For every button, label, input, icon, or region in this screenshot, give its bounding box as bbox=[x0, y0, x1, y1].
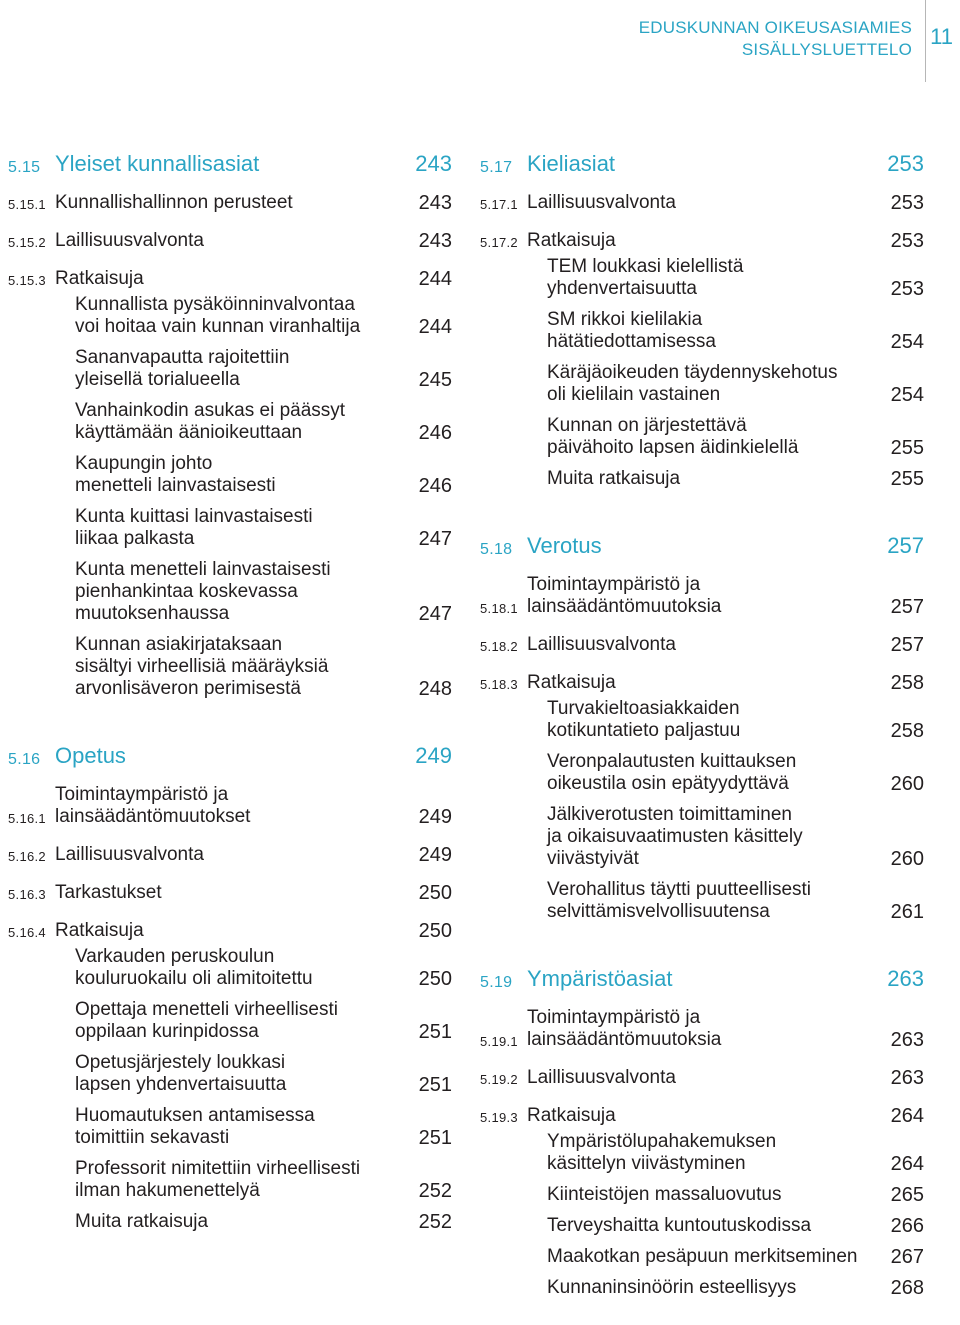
toc-page-number: 263 bbox=[887, 966, 924, 991]
toc-title bbox=[547, 1215, 860, 1237]
toc-number: 5.16.3 bbox=[8, 887, 46, 902]
toc-page-number: 258 bbox=[890, 672, 924, 694]
toc-entry bbox=[8, 1158, 452, 1202]
toc-title-line: Tarkastukset bbox=[55, 882, 162, 903]
toc-title-line: lainsäädäntömuutoksia bbox=[527, 1029, 722, 1050]
toc-title-line: ja oikaisuvaatimusten käsittely bbox=[547, 826, 803, 847]
toc-page-number: 267 bbox=[890, 1246, 924, 1268]
toc-title bbox=[75, 506, 388, 550]
toc-title bbox=[547, 804, 860, 870]
toc-number: 5.15.1 bbox=[8, 197, 46, 212]
toc-section bbox=[480, 965, 924, 993]
toc-page-number: 254 bbox=[890, 384, 924, 406]
toc-title-line: oikeustila osin epätyydyttävä bbox=[547, 773, 789, 794]
toc-title-line: Kiinteistöjen massaluovutus bbox=[547, 1184, 782, 1205]
toc-page-number: 247 bbox=[418, 528, 452, 550]
toc-title bbox=[547, 415, 860, 459]
toc-number: 5.16.1 bbox=[8, 811, 46, 826]
toc-title bbox=[75, 559, 388, 625]
toc-title bbox=[55, 920, 388, 942]
toc-title bbox=[55, 844, 388, 866]
toc-page-number: 263 bbox=[890, 1029, 924, 1051]
toc-subsection bbox=[480, 230, 924, 252]
toc-number: 5.18.1 bbox=[480, 601, 518, 616]
toc-page-number: 249 bbox=[415, 743, 452, 768]
toc-title-line: Laillisuusvalvonta bbox=[527, 192, 676, 213]
toc-page-number: 264 bbox=[890, 1105, 924, 1127]
toc-subsection bbox=[480, 672, 924, 694]
toc-title bbox=[547, 698, 860, 742]
toc-page-number: 255 bbox=[890, 468, 924, 490]
toc-title-line: Yleiset kunnallisasiat bbox=[55, 151, 260, 176]
toc-title-line: Professorit nimitettiin virheellisesti bbox=[75, 1158, 361, 1179]
toc-title-line: Vanhainkodin asukas ei päässyt bbox=[75, 400, 346, 421]
toc-title bbox=[547, 256, 860, 300]
toc-number: 5.16 bbox=[8, 751, 41, 768]
toc-title bbox=[527, 574, 860, 618]
toc-entry bbox=[480, 698, 924, 742]
toc-page-number: 253 bbox=[890, 230, 924, 252]
toc-title-line: Ympäristöasiat bbox=[527, 966, 673, 991]
toc-page-number: 246 bbox=[418, 422, 452, 444]
toc-title-line: lainsäädäntömuutokset bbox=[55, 806, 251, 827]
toc-title-line: pienhankintaa koskevassa bbox=[75, 581, 298, 602]
toc-title-line: Huomautuksen antamisessa bbox=[75, 1105, 315, 1126]
toc-number: 5.15 bbox=[8, 159, 41, 176]
toc-title-line: Ratkaisuja bbox=[527, 672, 616, 693]
toc-title-line: viivästyivät bbox=[547, 848, 639, 869]
toc-entry bbox=[480, 1131, 924, 1175]
toc-right-column bbox=[480, 150, 924, 1299]
toc-number: 5.16.2 bbox=[8, 849, 46, 864]
toc-number: 5.17.2 bbox=[480, 235, 518, 250]
toc-title-line: yleisellä torialueella bbox=[75, 369, 240, 390]
toc-subsection bbox=[480, 1067, 924, 1089]
toc-title-line: Kunnan asiakirjataksaan bbox=[75, 634, 283, 655]
toc-title-line: Ratkaisuja bbox=[55, 268, 144, 289]
toc-subsection bbox=[8, 844, 452, 866]
toc-page-number: 245 bbox=[418, 369, 452, 391]
toc-entry bbox=[8, 294, 452, 338]
toc-title-line: käyttämään äänioikeuttaan bbox=[75, 422, 303, 443]
toc-title-line: Kieliasiat bbox=[527, 151, 616, 176]
toc-entry bbox=[8, 347, 452, 391]
toc-title bbox=[55, 192, 388, 214]
toc-title bbox=[527, 192, 860, 214]
toc-title bbox=[547, 879, 860, 923]
toc-title-line: oli kielilain vastainen bbox=[547, 384, 721, 405]
toc-number: 5.17.1 bbox=[480, 197, 518, 212]
toc-page-number: 252 bbox=[418, 1211, 452, 1233]
toc-number: 5.16.4 bbox=[8, 925, 46, 940]
toc-title bbox=[55, 784, 388, 828]
toc-title-line: ilman hakumenettelyä bbox=[75, 1180, 260, 1201]
toc-title bbox=[547, 309, 860, 353]
toc-title bbox=[527, 1007, 860, 1051]
toc-entry bbox=[8, 400, 452, 444]
toc-title bbox=[547, 362, 860, 406]
toc-entry bbox=[480, 1215, 924, 1237]
toc-title-line: Toimintaympäristö ja bbox=[527, 574, 701, 595]
toc-title bbox=[527, 634, 860, 656]
toc-title bbox=[527, 965, 860, 993]
toc-entry bbox=[8, 999, 452, 1043]
toc-page-number: 253 bbox=[890, 278, 924, 300]
toc-entry bbox=[480, 1184, 924, 1206]
toc-title bbox=[75, 946, 388, 990]
toc-title bbox=[75, 347, 388, 391]
toc-title-line: Maakotkan pesäpuun merkitseminen bbox=[547, 1246, 858, 1267]
header-publication-title: EDUSKUNNAN OIKEUSASIAMIES bbox=[638, 18, 912, 37]
toc-title-line: muutoksenhaussa bbox=[75, 603, 230, 624]
toc-title-line: Kunnaninsinöörin esteellisyys bbox=[547, 1277, 797, 1298]
toc-title-line: Opetus bbox=[55, 743, 126, 768]
toc-title-line: selvittämisvelvollisuutensa bbox=[547, 901, 770, 922]
toc-title-line: Kaupungin johto bbox=[75, 453, 213, 474]
toc-page-number: 266 bbox=[890, 1215, 924, 1237]
toc-title-line: Varkauden peruskoulun bbox=[75, 946, 275, 967]
toc-page-number: 261 bbox=[890, 901, 924, 923]
toc-title bbox=[527, 230, 860, 252]
toc-title bbox=[55, 742, 388, 770]
toc-title-line: hätätiedottamisessa bbox=[547, 331, 716, 352]
toc-page-number: 251 bbox=[418, 1021, 452, 1043]
toc-title-line: Muita ratkaisuja bbox=[75, 1211, 209, 1232]
toc-title-line: kotikuntatieto paljastuu bbox=[547, 720, 741, 741]
toc-page-number: 244 bbox=[418, 268, 452, 290]
toc-subsection bbox=[480, 192, 924, 214]
toc-title-line: toimittiin sekavasti bbox=[75, 1127, 230, 1148]
toc-title bbox=[75, 400, 388, 444]
toc-title bbox=[75, 1052, 388, 1096]
toc-entry bbox=[480, 804, 924, 870]
toc-section bbox=[8, 150, 452, 178]
toc-title-line: oppilaan kurinpidossa bbox=[75, 1021, 259, 1042]
toc-page-number: 248 bbox=[418, 678, 452, 700]
toc-title-line: Muita ratkaisuja bbox=[547, 468, 681, 489]
toc-title-line: kouluruokailu oli alimitoitettu bbox=[75, 968, 313, 989]
toc-page-number: 268 bbox=[890, 1277, 924, 1299]
toc-page-number: 263 bbox=[890, 1067, 924, 1089]
toc-title bbox=[75, 294, 388, 338]
toc-title-line: Jälkiverotusten toimittaminen bbox=[547, 804, 792, 825]
toc-number: 5.19.2 bbox=[480, 1072, 518, 1087]
toc-page-number: 247 bbox=[418, 603, 452, 625]
toc-number: 5.18.2 bbox=[480, 639, 518, 654]
toc-page-number: 249 bbox=[418, 844, 452, 866]
toc-title-line: Kunnallishallinnon perusteet bbox=[55, 192, 293, 213]
toc-title-line: menetteli lainvastaisesti bbox=[75, 475, 276, 496]
header-section-title: SISÄLLYSLUETTELO bbox=[741, 40, 912, 59]
toc-title bbox=[55, 882, 388, 904]
toc-title-line: Kunnan on järjestettävä bbox=[547, 415, 747, 436]
toc-page-number: 254 bbox=[890, 331, 924, 353]
toc-title-line: Opettaja menetteli virheellisesti bbox=[75, 999, 338, 1020]
toc-entry bbox=[480, 1277, 924, 1299]
toc-entry bbox=[480, 1246, 924, 1268]
toc-page-number: 264 bbox=[890, 1153, 924, 1175]
toc-title-line: Kunta menetteli lainvastaisesti bbox=[75, 559, 331, 580]
toc-page-number: 251 bbox=[418, 1127, 452, 1149]
toc-title bbox=[75, 999, 388, 1043]
toc-title bbox=[527, 1105, 860, 1127]
toc-title-line: sisältyi virheellisiä määräyksiä bbox=[75, 656, 329, 677]
toc-title-line: Käräjäoikeuden täydennyskehotus bbox=[547, 362, 838, 383]
toc-subsection bbox=[480, 574, 924, 618]
toc-title-line: Opetusjärjestely loukkasi bbox=[75, 1052, 286, 1073]
toc-title-line: TEM loukkasi kielellistä bbox=[547, 256, 744, 277]
toc-section bbox=[480, 150, 924, 178]
toc-title bbox=[55, 268, 388, 290]
toc-entry bbox=[480, 256, 924, 300]
toc-subsection bbox=[8, 230, 452, 252]
toc-title-line: liikaa palkasta bbox=[75, 528, 195, 549]
toc-page-number: 260 bbox=[890, 773, 924, 795]
toc-title-line: Veronpalautusten kuittauksen bbox=[547, 751, 797, 772]
toc-number: 5.19.1 bbox=[480, 1034, 518, 1049]
toc-number: 5.18 bbox=[480, 541, 513, 558]
toc-page-number: 258 bbox=[890, 720, 924, 742]
toc-title-line: Verotus bbox=[527, 533, 602, 558]
toc-title bbox=[55, 150, 388, 178]
toc-title bbox=[547, 1131, 860, 1175]
toc-page-number: 250 bbox=[418, 968, 452, 990]
toc-entry bbox=[480, 415, 924, 459]
toc-subsection bbox=[480, 634, 924, 656]
toc-title-line: Ratkaisuja bbox=[55, 920, 144, 941]
toc-title bbox=[75, 1158, 388, 1202]
toc-page-number: 251 bbox=[418, 1074, 452, 1096]
toc-title-line: yhdenvertaisuutta bbox=[547, 278, 697, 299]
toc-page-number: 253 bbox=[890, 192, 924, 214]
toc-number: 5.19 bbox=[480, 974, 513, 991]
toc-title-line: Laillisuusvalvonta bbox=[55, 230, 204, 251]
toc-title-line: Turvakieltoasiakkaiden bbox=[547, 698, 740, 719]
toc-page-number: 250 bbox=[418, 920, 452, 942]
toc-page-number: 252 bbox=[418, 1180, 452, 1202]
toc-title bbox=[75, 634, 388, 700]
toc-entry bbox=[8, 946, 452, 990]
toc-entry bbox=[8, 634, 452, 700]
toc-title bbox=[527, 150, 860, 178]
toc-entry bbox=[480, 879, 924, 923]
toc-entry bbox=[8, 1052, 452, 1096]
toc-title bbox=[55, 230, 388, 252]
toc-title-line: Sananvapautta rajoitettiin bbox=[75, 347, 290, 368]
toc-number: 5.15.3 bbox=[8, 273, 46, 288]
toc-page-number: 243 bbox=[418, 230, 452, 252]
toc-page-number: 260 bbox=[890, 848, 924, 870]
toc-title bbox=[527, 672, 860, 694]
toc-entry bbox=[8, 506, 452, 550]
toc-entry bbox=[8, 1105, 452, 1149]
toc-title-line: Laillisuusvalvonta bbox=[527, 1067, 676, 1088]
toc-number: 5.18.3 bbox=[480, 677, 518, 692]
toc-title-line: Kunta kuittasi lainvastaisesti bbox=[75, 506, 313, 527]
toc-subsection bbox=[8, 784, 452, 828]
toc-page-number: 257 bbox=[890, 634, 924, 656]
toc-title-line: Terveyshaitta kuntoutuskodissa bbox=[547, 1215, 812, 1236]
toc-page-number: 257 bbox=[890, 596, 924, 618]
toc-number: 5.15.2 bbox=[8, 235, 46, 250]
toc-page-number: 255 bbox=[890, 437, 924, 459]
toc-title-line: päivähoito lapsen äidinkielellä bbox=[547, 437, 799, 458]
toc-title bbox=[75, 1211, 388, 1233]
toc-entry bbox=[480, 468, 924, 490]
toc-page-number: 246 bbox=[418, 475, 452, 497]
toc-page-number: 244 bbox=[418, 316, 452, 338]
toc-left-column bbox=[8, 150, 452, 1233]
header-divider bbox=[925, 0, 926, 82]
toc-title bbox=[527, 1067, 860, 1089]
toc-subsection bbox=[480, 1105, 924, 1127]
toc-page-number: 250 bbox=[418, 882, 452, 904]
toc-title bbox=[547, 1277, 860, 1299]
running-header bbox=[639, 17, 912, 61]
toc-subsection bbox=[480, 1007, 924, 1051]
toc-title-line: Ympäristölupahakemuksen bbox=[547, 1131, 777, 1152]
toc-page-number: 253 bbox=[887, 151, 924, 176]
toc-title-line: Kunnallista pysäköinninvalvontaa bbox=[75, 294, 355, 315]
toc-title-line: SM rikkoi kielilakia bbox=[547, 309, 703, 330]
toc-title-line: lainsäädäntömuutoksia bbox=[527, 596, 722, 617]
toc-entry bbox=[480, 751, 924, 795]
toc-number: 5.17 bbox=[480, 159, 513, 176]
toc-title-line: Ratkaisuja bbox=[527, 1105, 616, 1126]
toc-title-line: lapsen yhdenvertaisuutta bbox=[75, 1074, 287, 1095]
toc-title-line: Laillisuusvalvonta bbox=[55, 844, 204, 865]
toc-page-number: 243 bbox=[418, 192, 452, 214]
toc-title-line: Laillisuusvalvonta bbox=[527, 634, 676, 655]
toc-page-number: 257 bbox=[887, 533, 924, 558]
toc-entry bbox=[8, 1211, 452, 1233]
toc-page-number: 249 bbox=[418, 806, 452, 828]
toc-title bbox=[547, 1246, 860, 1268]
toc-title-line: Ratkaisuja bbox=[527, 230, 616, 251]
toc-title bbox=[527, 532, 860, 560]
toc-title bbox=[547, 751, 860, 795]
toc-title bbox=[547, 468, 860, 490]
toc-title bbox=[75, 1105, 388, 1149]
toc-title-line: Verohallitus täytti puutteellisesti bbox=[547, 879, 812, 900]
toc-number: 5.19.3 bbox=[480, 1110, 518, 1125]
toc-section bbox=[8, 742, 452, 770]
toc-page-number: 243 bbox=[415, 151, 452, 176]
page-number: 11 bbox=[930, 24, 953, 49]
toc-entry bbox=[480, 362, 924, 406]
toc-title-line: voi hoitaa vain kunnan viranhaltija bbox=[75, 316, 361, 337]
toc-title-line: Toimintaympäristö ja bbox=[527, 1007, 701, 1028]
toc-subsection bbox=[8, 192, 452, 214]
toc-title-line: käsittelyn viivästyminen bbox=[547, 1153, 746, 1174]
toc-entry bbox=[8, 453, 452, 497]
toc-title-line: arvonlisäveron perimisestä bbox=[75, 678, 301, 699]
toc-title-line: Toimintaympäristö ja bbox=[55, 784, 229, 805]
toc-entry bbox=[8, 559, 452, 625]
toc-subsection bbox=[8, 920, 452, 942]
toc-page-number: 265 bbox=[890, 1184, 924, 1206]
toc-title bbox=[547, 1184, 860, 1206]
toc-subsection bbox=[8, 268, 452, 290]
toc-title bbox=[75, 453, 388, 497]
toc-section bbox=[480, 532, 924, 560]
toc-entry bbox=[480, 309, 924, 353]
toc-subsection bbox=[8, 882, 452, 904]
